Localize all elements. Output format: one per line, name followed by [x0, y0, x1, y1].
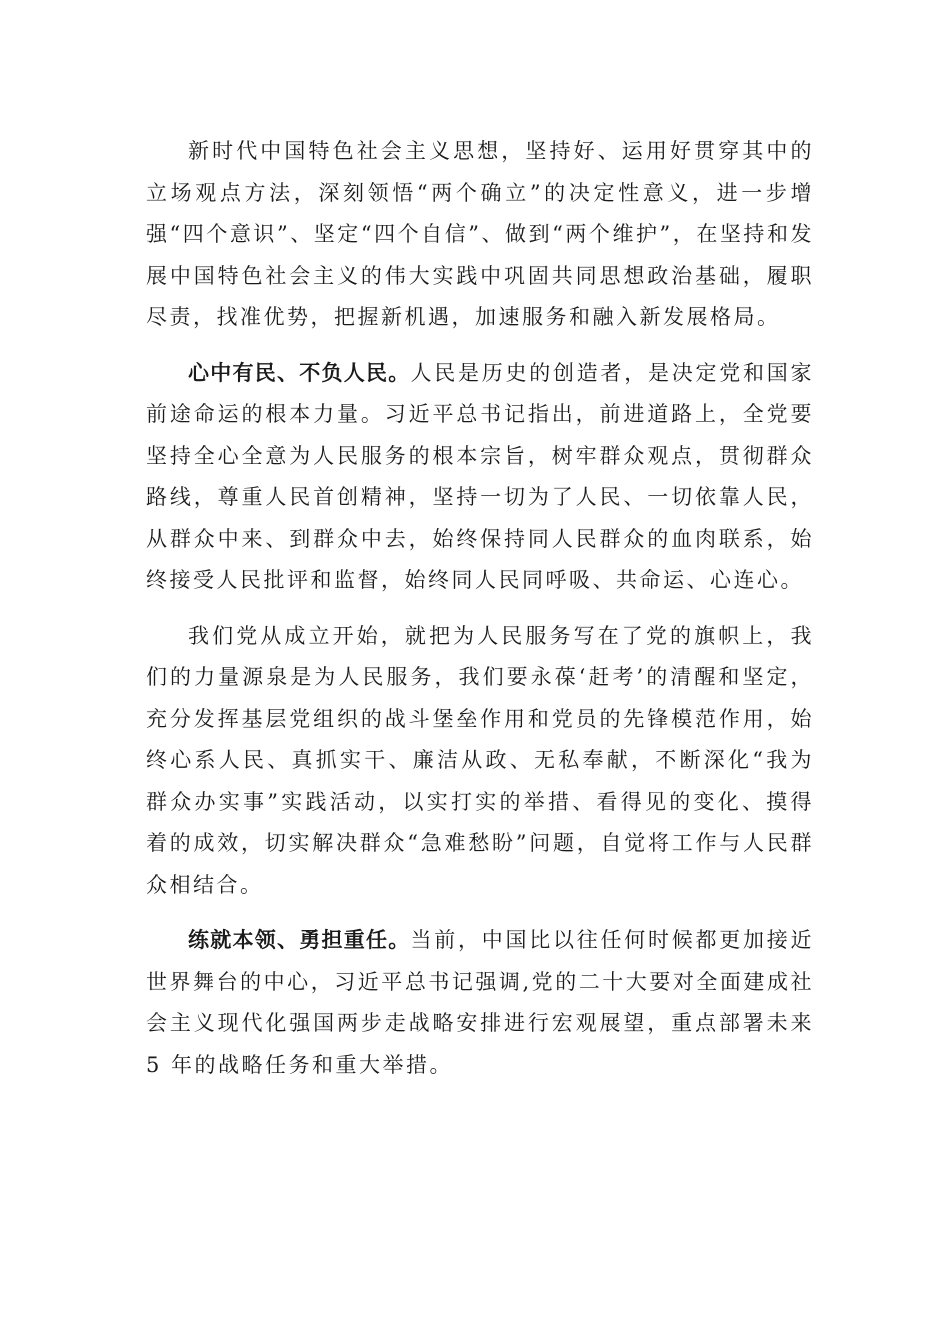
- paragraph-3-text: 我们党从成立开始，就把为人民服务写在了党的旗帜上，我们的力量源泉是为人民服务，我们要永葆‘赶考’的清醒和坚定，充分发挥基层党组织的战斗堡垒作用和党员的先锋模范作用，始终心系人民、真抓实干、廉洁从政、无私奉献，不断深化“我为群众办实事”实践活动，以实打实的举措、看得见的变化、摸得着的成效，切实解决群众“急难愁盼”问题，自觉将工作与人民群众相结合。: [146, 623, 814, 897]
- paragraph-4-text: 当前，中国比以往任何时候都更加接近世界舞台的中心，习近平总书记强调,党的二十大要对全面建成社会主义现代化强国两步走战略安排进行宏观展望，重点部署未来 5 年的战略任务和重大举措。: [146, 928, 814, 1077]
- paragraph-4-lead: 练就本领、勇担重任。: [188, 928, 411, 952]
- paragraph-2-lead: 心中有民、不负人民。: [188, 360, 411, 385]
- paragraph-3: [146, 616, 814, 907]
- paragraph-2-text: 人民是历史的创造者，是决定党和国家前途命运的根本力量。习近平总书记指出，前进道路上，全党要坚持全心全意为人民服务的根本宗旨，树牢群众观点，贯彻群众路线，尊重人民首创精神，坚持一切为了人民、一切依靠人民，从群众中来、到群众中去，始终保持同人民群众的血肉联系，始终接受人民批评和监督，始终同人民同呼吸、共命运、心连心。: [146, 360, 814, 592]
- paragraph-1: [146, 131, 814, 339]
- paragraph-2: [146, 353, 814, 602]
- paragraph-4: [146, 920, 814, 1086]
- document-body: [146, 131, 814, 1100]
- paragraph-1-text: 新时代中国特色社会主义思想，坚持好、运用好贯穿其中的立场观点方法，深刻领悟“两个确立”的决定性意义，进一步增强“四个意识”、坚定“四个自信”、做到“两个维护”，在坚持和发展中国特色社会主义的伟大实践中巩固共同思想政治基础，履职尽责，找准优势，把握新机遇，加速服务和融入新发展格局。: [146, 139, 814, 329]
